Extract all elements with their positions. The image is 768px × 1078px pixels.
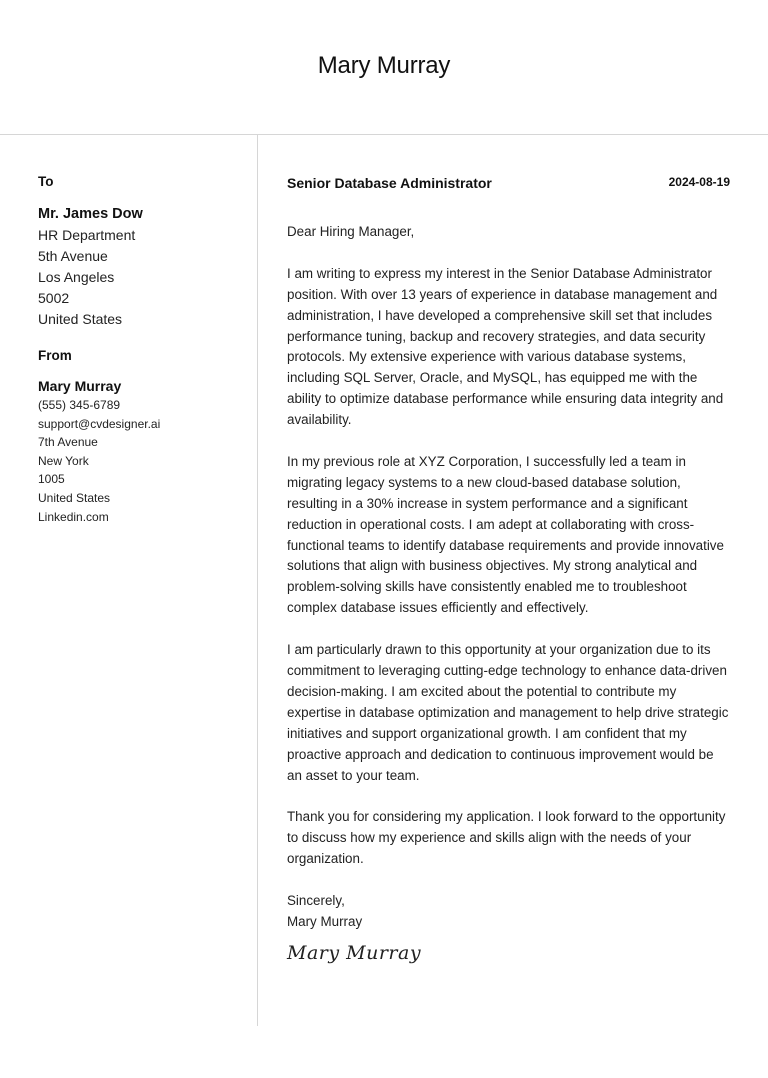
body-paragraph: I am particularly drawn to this opportunity at your organization due to its commitment to leveraging cutting-edge technology to enhance data-driven decision-making. I am excited about the potential to contribute my expertise in database optimization and management to help drive strategic initiatives and support organizational growth. I am confident that my proactive approach and dedication to continuous improvement would be an asset to your team. (287, 642, 729, 783)
recipient-department: HR Department (38, 227, 136, 243)
recipient-street: 5th Avenue (38, 248, 108, 264)
recipient-zip: 5002 (38, 290, 70, 306)
contact-sidebar (38, 174, 248, 526)
letter-body (287, 222, 730, 964)
handwritten-signature: Mary Murray (287, 941, 422, 964)
sender-website: Linkedin.com (38, 509, 109, 524)
sender-street: 7th Avenue (38, 435, 98, 450)
letter-date: 2024-08-19 (668, 175, 730, 189)
applicant-name-heading: Mary Murray (317, 52, 451, 79)
recipient-city: Los Angeles (38, 269, 115, 285)
letter-main (287, 174, 730, 964)
letter-header (0, 0, 768, 135)
closing-name: Mary Murray (287, 913, 363, 929)
from-label: From (38, 348, 72, 363)
to-label: To (38, 174, 54, 189)
sender-name: Mary Murray (38, 378, 122, 394)
salutation: Dear Hiring Manager, (287, 224, 415, 239)
sender-zip: 1005 (38, 472, 65, 487)
body-paragraph: I am writing to express my interest in the Senior Database Administrator position. With over 13 years of experience in database management and administration, I have developed a comprehensive skill set that includes performance tuning, backup and recovery strategies, and data security protocols. My extensive experience with various database systems, including SQL Server, Oracle, and MySQL, has equipped me with the ability to optimize database performance while ensuring data integrity and availability. (287, 265, 724, 428)
recipient-country: United States (38, 311, 123, 327)
letter-meta (287, 174, 730, 194)
column-divider (257, 135, 258, 1026)
body-paragraph: In my previous role at XYZ Corporation, I successfully led a team in migrating legacy systems to a new cloud-based database solution, resulting in a 30% increase in system performance and a significant reduction in operational costs. I am adept at collaborating with cross-functional teams to identify database requirements and provide innovative solutions that align with business objectives. My strong analytical and problem-solving skills have consistently enabled me to troubleshoot complex database issues efficiently and effectively. (287, 453, 724, 616)
job-title: Senior Database Administrator (287, 175, 492, 191)
body-paragraph: Thank you for considering my application. I look forward to the opportunity to discuss how my experience and skills align with the needs of your organization. (287, 809, 726, 867)
recipient-name: Mr. James Dow (38, 206, 143, 222)
sender-city: New York (38, 453, 89, 468)
closing: Sincerely, (287, 892, 345, 908)
sender-email: support@cvdesigner.ai (38, 416, 161, 431)
sender-phone: (555) 345-6789 (38, 398, 121, 412)
sender-country: United States (38, 490, 111, 505)
